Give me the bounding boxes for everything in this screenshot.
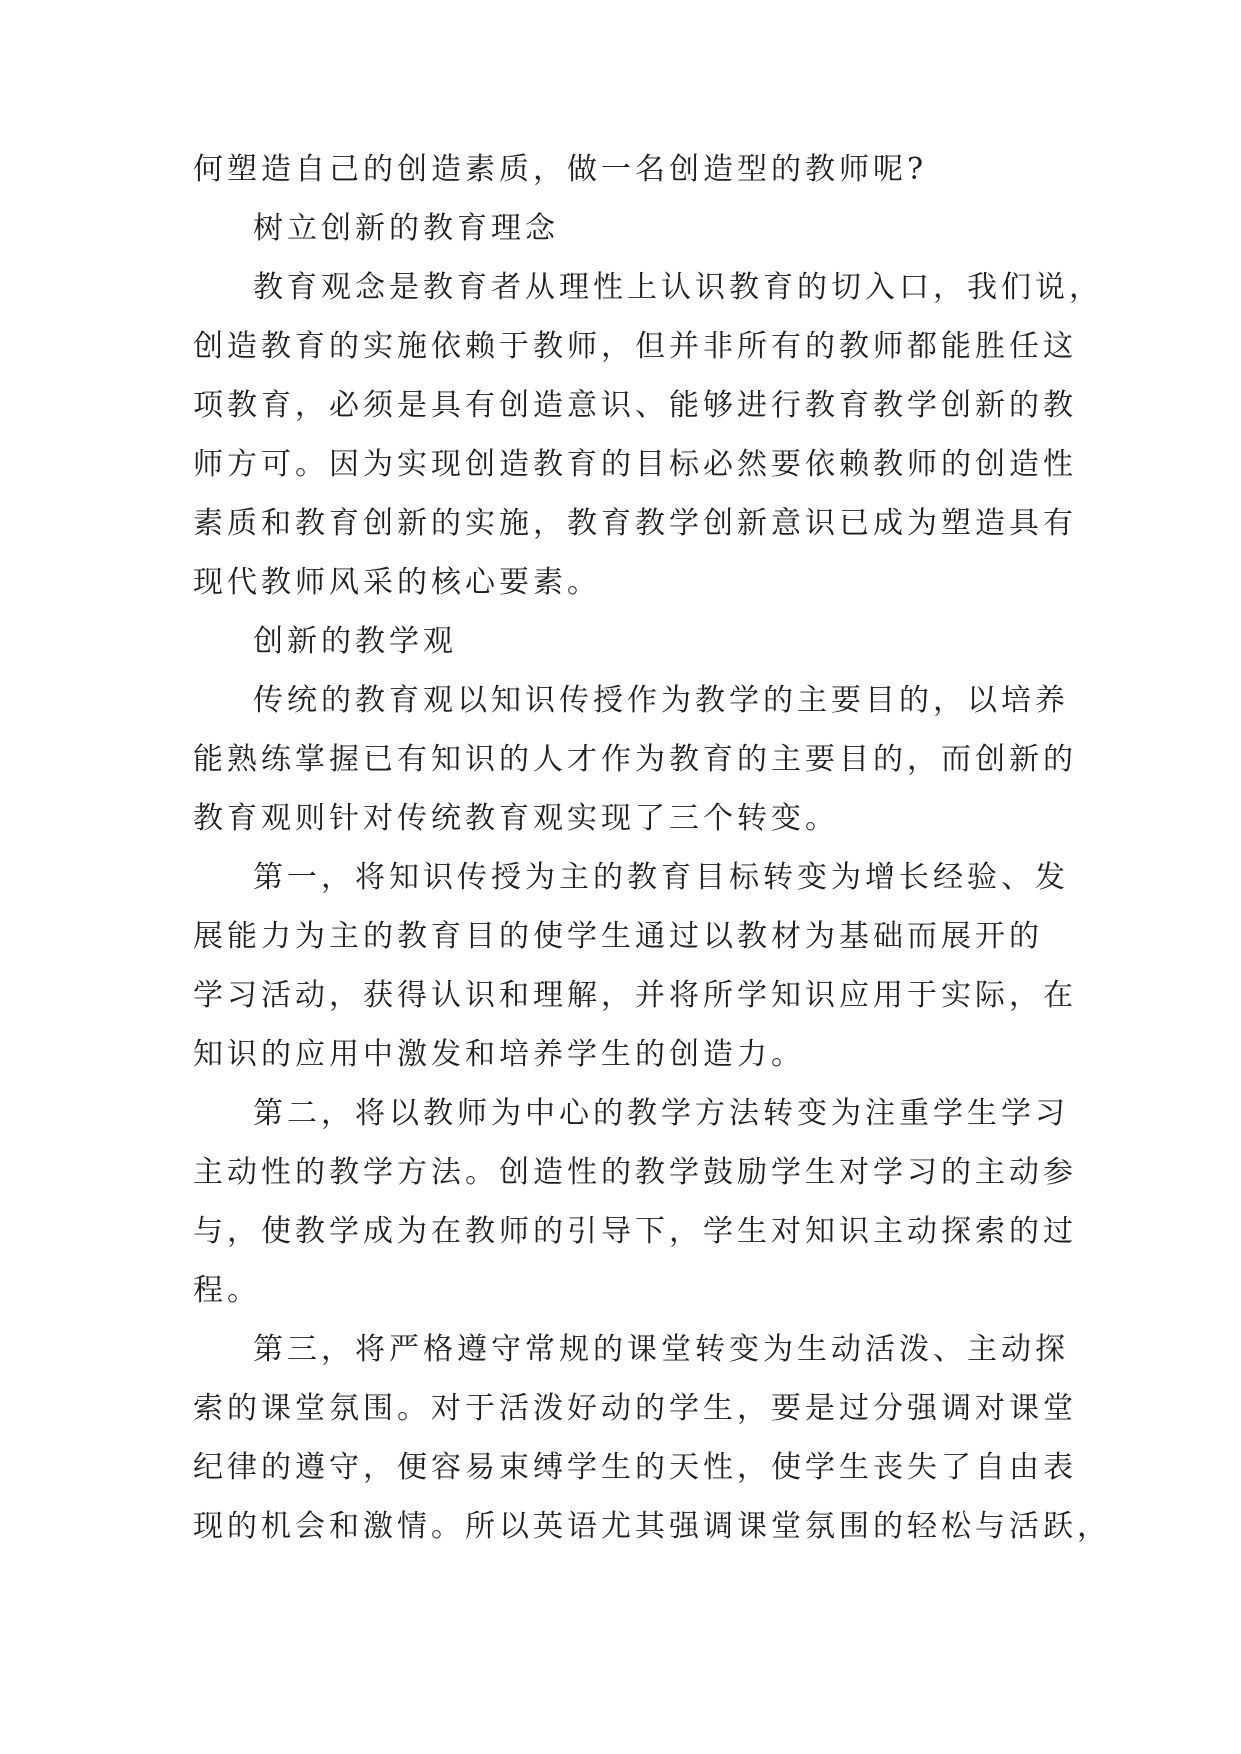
paragraph-line: 项教育，必须是具有创造意识、能够进行教育教学创新的教 (193, 388, 1077, 423)
paragraph-line: 教育观则针对传统教育观实现了三个转变。 (193, 801, 839, 836)
paragraph-line: 学习活动，获得认识和理解，并将所学知识应用于实际，在 (193, 978, 1077, 1013)
paragraph-line: 素质和教育创新的实施，教育教学创新意识已成为塑造具有 (193, 506, 1077, 541)
paragraph-line: 传统的教育观以知识传授作为教学的主要目的，以培养 (253, 683, 1069, 718)
section-heading: 创新的教学观 (253, 624, 457, 659)
paragraph-line: 纪律的遵守，便容易束缚学生的天性，使学生丧失了自由表 (193, 1450, 1077, 1485)
paragraph-line: 现的机会和激情。所以英语尤其强调课堂氛围的轻松与活跃， (193, 1509, 1111, 1544)
paragraph-line: 与，使教学成为在教师的引导下，学生对知识主动探索的过 (193, 1214, 1077, 1249)
paragraph-line: 主动性的教学方法。创造性的教学鼓励学生对学习的主动参 (193, 1155, 1077, 1190)
paragraph-line: 知识的应用中激发和培养学生的创造力。 (193, 1037, 805, 1072)
paragraph-line: 展能力为主的教育目的使学生通过以教材为基础而展开的 (193, 919, 1043, 954)
paragraph-line: 何塑造自己的创造素质，做一名创造型的教师呢? (193, 152, 928, 187)
section-heading: 树立创新的教育理念 (253, 211, 559, 246)
paragraph-line: 第二，将以教师为中心的教学方法转变为注重学生学习 (253, 1096, 1069, 1131)
paragraph-line: 第一，将知识传授为主的教育目标转变为增长经验、发 (253, 860, 1069, 895)
paragraph-line: 现代教师风采的核心要素。 (193, 565, 601, 600)
paragraph-line: 第三，将严格遵守常规的课堂转变为生动活泼、主动探 (253, 1332, 1069, 1367)
paragraph-line: 程。 (193, 1273, 261, 1308)
paragraph-line: 师方可。因为实现创造教育的目标必然要依赖教师的创造性 (193, 447, 1077, 482)
paragraph-line: 索的课堂氛围。对于活泼好动的学生，要是过分强调对课堂 (193, 1391, 1077, 1426)
paragraph-line: 教育观念是教育者从理性上认识教育的切入口，我们说， (253, 270, 1103, 305)
paragraph-line: 创造教育的实施依赖于教师，但并非所有的教师都能胜任这 (193, 329, 1077, 364)
paragraph-line: 能熟练掌握已有知识的人才作为教育的主要目的，而创新的 (193, 742, 1077, 777)
